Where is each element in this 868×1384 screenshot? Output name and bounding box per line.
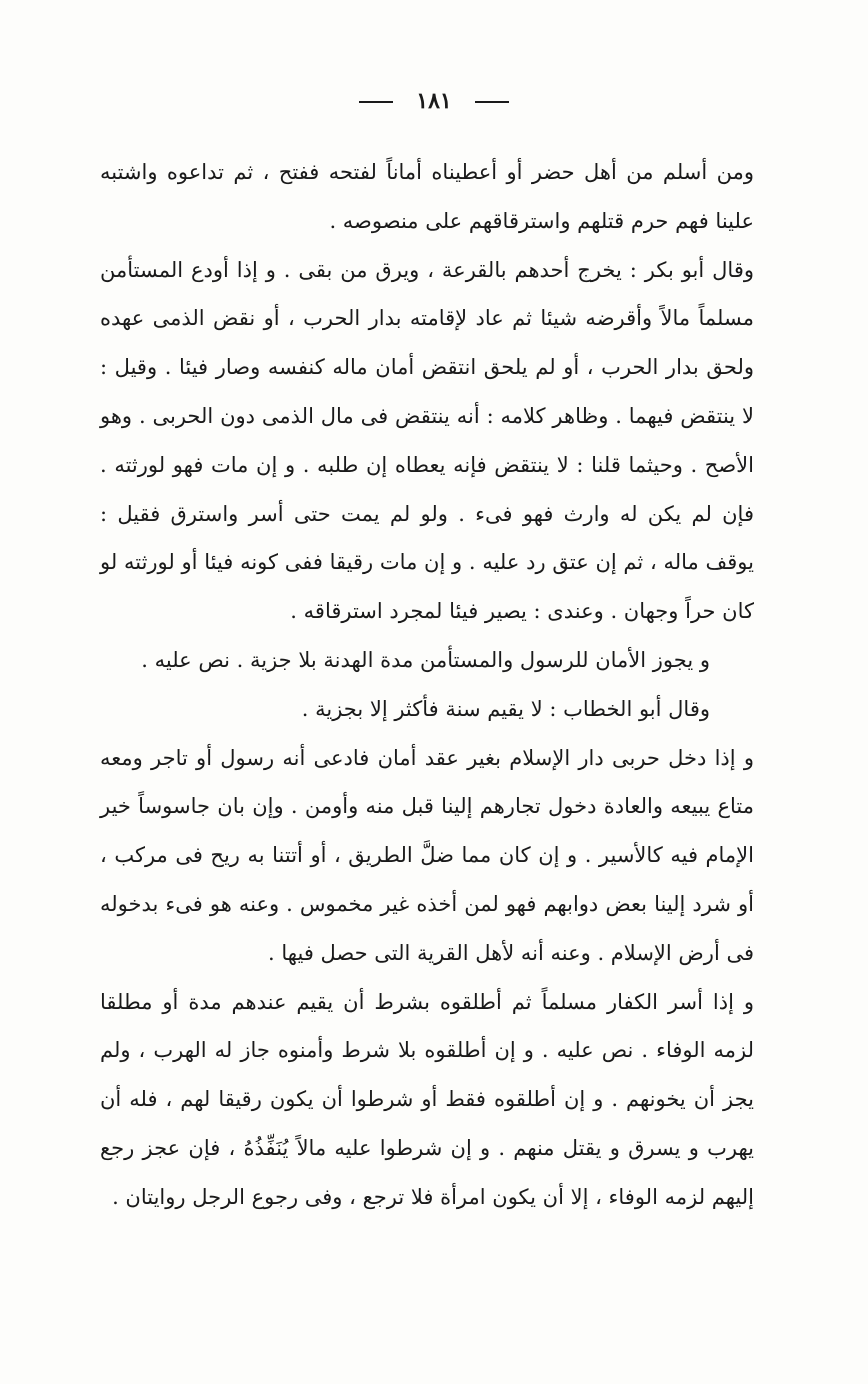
paragraph-3: و يجوز الأمان للرسول والمستأمن مدة الهدنة بلا جزية . نص عليه .	[141, 647, 710, 672]
header-dash-left	[359, 101, 393, 103]
page-header	[0, 86, 868, 117]
paragraph-1: ومن أسلم من أهل حضر أو أعطيناه أماناً لفتحه ففتح ، ثم تداعوه واشتبه علينا فهم حرم قتلهم واسترقاقهم على منصوصه .	[100, 160, 754, 233]
header-dash-right	[475, 101, 509, 103]
paragraph-5: و إذا دخل حربى دار الإسلام بغير عقد أمان فادعى أنه رسول أو تاجر ومعه متاع يبيعه والعادة دخول تجارهم إلينا قبل منه وأومن . وإن بان جاسوساً خير الإمام فيه كالأسير . و إن كان مما ضلَّ الطريق ، أو أتتنا به ريح فى مركب ، أو شرد إلينا بعض دوابهم فهو لمن أخذه غير مخموس . وعنه هو فىء بدخوله فى أرض الإسلام . وعنه أنه لأهل القرية التى حصل فيها .	[100, 745, 755, 965]
page-number: ١٨١	[416, 88, 452, 114]
paragraph-4: وقال أبو الخطاب : لا يقيم سنة فأكثر إلا بجزية .	[301, 696, 710, 721]
paragraph-2: وقال أبو بكر : يخرج أحدهم بالقرعة ، ويرق من بقى . و إذا أودع المستأمن مسلماً مالاً وأقرضه شيئا ثم عاد لإقامته بدار الحرب ، أو نقض الذمى عهده ولحق بدار الحرب ، أو لم يلحق انتقض أمان ماله كنفسه وصار فيئا . وقيل : لا ينتقض فيهما . وظاهر كلامه : أنه ينتقض فى مال الذمى دون الحربى . وهو الأصح . وحيثما قلنا : لا ينتقض فإنه يعطاه إن طلبه . و إن مات فهو لورثته . فإن لم يكن له وارث فهو فىء . ولو لم يمت حتى أسر واسترق فقيل : يوقف ماله ، ثم إن عتق رد عليه . و إن مات رقيقا ففى كونه فيئا أو لورثته لو كان حراً وجهان . وعندى : يصير فيئا لمجرد استرقاقه .	[100, 257, 754, 624]
paragraph-6: و إذا أسر الكفار مسلماً ثم أطلقوه بشرط أن يقيم عندهم مدة أو مطلقا لزمه الوفاء . نص عليه . و إن أطلقوه بلا شرط وأمنوه جاز له الهرب ، ولم يجز أن يخونهم . و إن أطلقوه فقط أو شرطوا أن يكون رقيقا لهم ، فله أن يهرب و يسرق و يقتل منهم . و إن شرطوا عليه مالاً يُنَفِّذُهُ ، فإن عجز رجع إليهم لزمه الوفاء ، إلا أن يكون امرأة فلا ترجع ، وفى رجوع الرجل روايتان .	[100, 989, 754, 1209]
body-text	[100, 148, 754, 1222]
